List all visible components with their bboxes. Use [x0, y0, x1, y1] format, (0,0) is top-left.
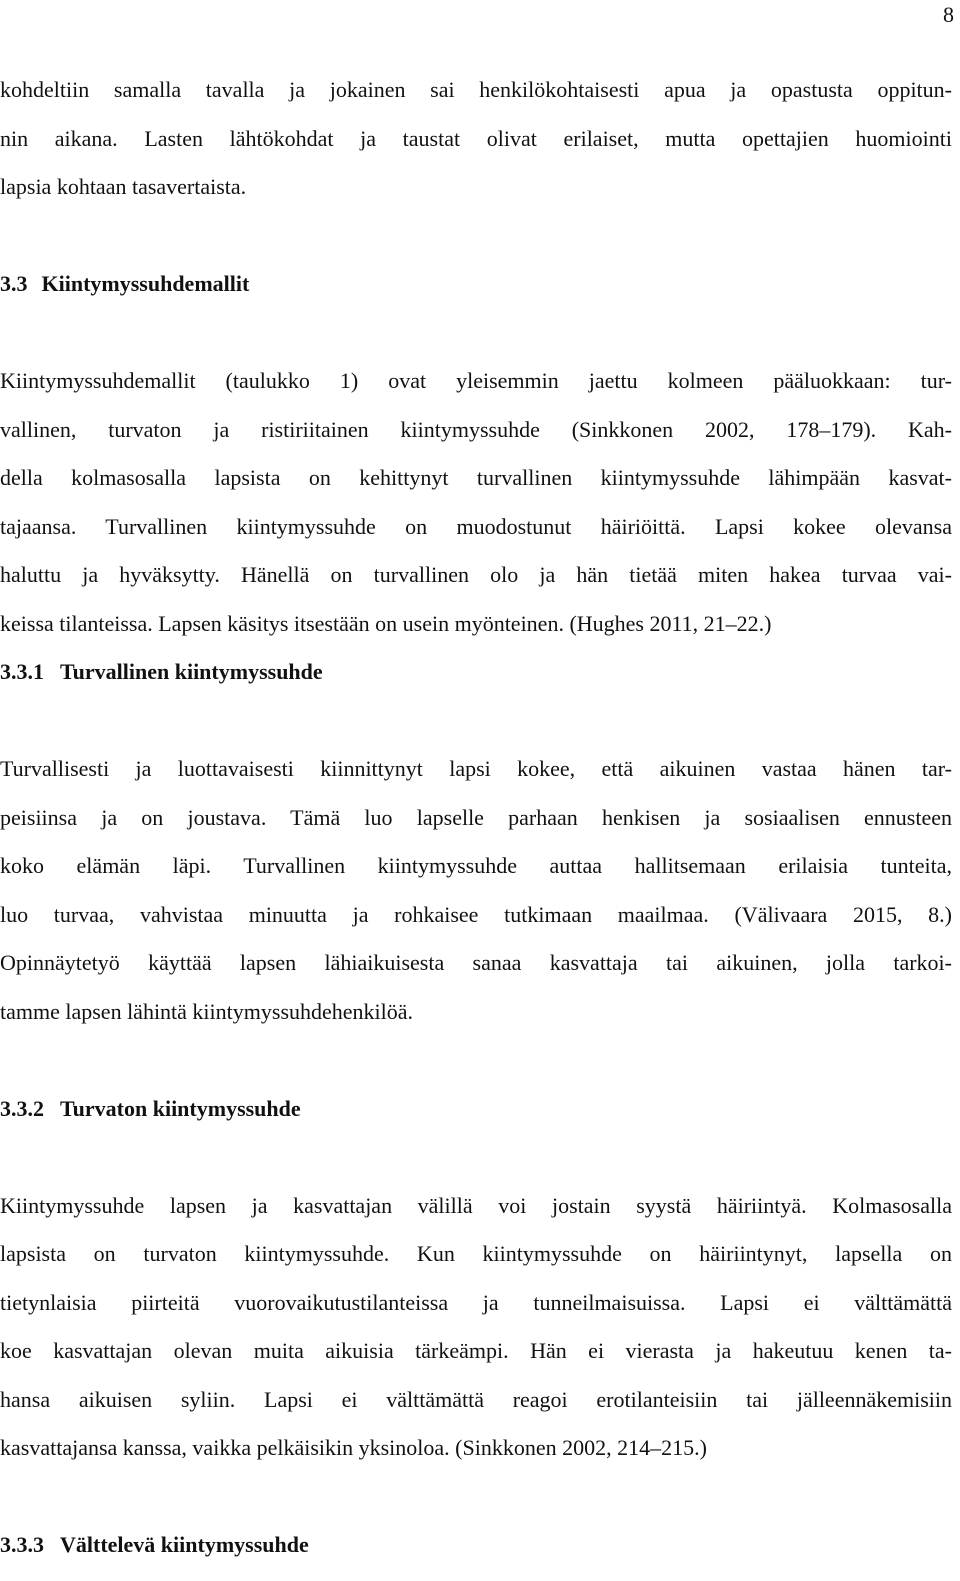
document-page [0, 72, 952, 1576]
spacer [0, 1139, 952, 1188]
section-number: 3.3 [0, 271, 28, 296]
paragraph-line: kohdeltiin samalla tavalla ja jokainen sai henkilökohtaisesti apua ja opastusta oppitun- [0, 77, 952, 102]
section-heading-3-3 [0, 266, 952, 315]
paragraph-line: Kiintymyssuhde lapsen ja kasvattajan välillä voi jostain syystä häiriintyä. Kolmasosalla [0, 1192, 952, 1218]
paragraph-line: tajaansa. Turvallinen kiintymyssuhde on muodostunut häiriöittä. Lapsi kokee olevansa [0, 513, 952, 539]
page-number: 8 [943, 2, 954, 27]
section-heading-3-3-1 [0, 654, 952, 703]
section-3-3-paragraph [0, 363, 952, 654]
spacer [0, 218, 952, 267]
section-heading-3-3-3 [0, 1527, 952, 1576]
paragraph-line: vallinen, turvaton ja ristiriitainen kiintymyssuhde (Sinkkonen 2002, 178–179). Kah- [0, 416, 952, 442]
paragraph-line: koko elämän läpi. Turvallinen kiintymyssuhde auttaa hallitsemaan erilaisia tunteita, [0, 853, 952, 878]
paragraph-line: kasvattajansa kanssa, vaikka pelkäisikin yksinoloa. (Sinkkonen 2002, 214–215.) [0, 1435, 707, 1460]
intro-paragraph [0, 72, 952, 218]
spacer [0, 1042, 952, 1091]
section-3-3-1-paragraph [0, 751, 952, 1042]
paragraph-line: luo turvaa, vahvistaa minuutta ja rohkaisee tutkimaan maailmaa. (Välivaara 2015, 8.) [0, 901, 952, 927]
section-title: Kiintymyssuhdemallit [41, 271, 250, 296]
section-number: 3.3.3 [0, 1532, 44, 1557]
section-title: Välttelevä kiintymyssuhde [60, 1532, 309, 1557]
paragraph-line: hansa aikuisen syliin. Lapsi ei välttämättä reagoi erotilanteisiin tai jälleennäkemisiin [0, 1386, 952, 1412]
section-number: 3.3.2 [0, 1095, 44, 1121]
paragraph-line: keissa tilanteissa. Lapsen käsitys itsestään on usein myönteinen. (Hughes 2011, 21–22.) [0, 610, 772, 636]
section-number: 3.3.1 [0, 659, 44, 684]
spacer [0, 1479, 952, 1528]
paragraph-line: Kiintymyssuhdemallit (taulukko 1) ovat yleisemmin jaettu kolmeen pääluokkaan: tur- [0, 368, 952, 393]
paragraph-line: della kolmasosalla lapsista on kehittynyt turvallinen kiintymyssuhde lähimpään kasvat- [0, 465, 952, 490]
paragraph-line: tamme lapsen lähintä kiintymyssuhdehenkilöä. [0, 998, 414, 1024]
section-title: Turvaton kiintymyssuhde [60, 1095, 301, 1121]
paragraph-line: Opinnäytetyö käyttää lapsen lähiaikuisesta sanaa kasvattaja tai aikuinen, jolla tarkoi- [0, 950, 952, 975]
spacer [0, 703, 952, 752]
paragraph-line: haluttu ja hyväksytty. Hänellä on turvallinen olo ja hän tietää miten hakea turvaa vai- [0, 562, 952, 587]
spacer [0, 315, 952, 364]
paragraph-line: Turvallisesti ja luottavaisesti kiinnittynyt lapsi kokee, että aikuinen vastaa hänen tar- [0, 756, 952, 781]
paragraph-line: peisiinsa ja on joustava. Tämä luo lapselle parhaan henkisen ja sosiaalisen ennusteen [0, 804, 952, 830]
paragraph-line: nin aikana. Lasten lähtökohdat ja taustat olivat erilaiset, mutta opettajien huomiointi [0, 125, 952, 151]
section-title: Turvallinen kiintymyssuhde [60, 659, 323, 684]
paragraph-line: tietynlaisia piirteitä vuorovaikutustilanteissa ja tunneilmaisuissa. Lapsi ei välttämättä [0, 1289, 952, 1315]
section-3-3-2-paragraph [0, 1188, 952, 1479]
paragraph-line: lapsista on turvaton kiintymyssuhde. Kun kiintymyssuhde on häiriintynyt, lapsella on [0, 1241, 952, 1266]
section-heading-3-3-2 [0, 1091, 952, 1140]
paragraph-line: koe kasvattajan olevan muita aikuisia tärkeämpi. Hän ei vierasta ja hakeutuu kenen ta- [0, 1338, 952, 1363]
paragraph-line: lapsia kohtaan tasavertaista. [0, 174, 247, 199]
